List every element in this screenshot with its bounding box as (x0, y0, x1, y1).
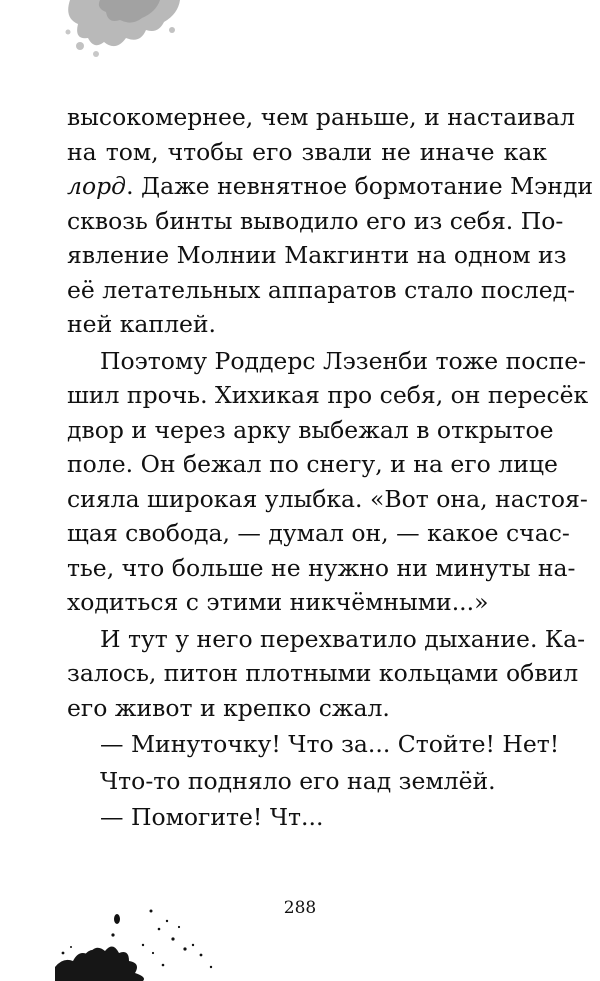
text-line: ней каплей. (67, 310, 217, 338)
ink-splatter-top (60, 0, 190, 60)
text-line: — Помогите! Чт... (100, 803, 324, 831)
text-line: на том, чтобы его звали не иначе как (67, 137, 547, 166)
text-line: залось, питон плотными кольцами обвил (67, 659, 579, 687)
text-line: высокомернее, чем раньше, и настаивал (67, 103, 575, 131)
text-line: Поэтому Роддерс Лэзенби тоже поспе- (100, 346, 587, 375)
text-line: тье, что больше не нужно ни минуты на- (67, 553, 576, 582)
text-line: — Минуточку! Что за... Стойте! Нет! (100, 730, 560, 758)
text-line (67, 169, 594, 204)
text-line: щая свобода, — думал он, — какое счас- (67, 519, 570, 547)
text-line: сквозь бинты выводило его из себя. По- (67, 206, 564, 235)
book-text (67, 100, 594, 835)
page-number: 288 (283, 898, 317, 918)
text-line: поле. Он бежал по снегу, и на его лице (67, 450, 558, 478)
text-line: двор и через арку выбежал в открытое (67, 415, 554, 444)
text-line: шил прочь. Хихикая про себя, он пересёк (67, 381, 589, 409)
text-line-rest: . Даже невнятное бормотание Мэнди (126, 172, 594, 200)
text-line: его живот и крепко сжал. (67, 693, 390, 722)
text-line: И тут у него перехватило дыхание. Ка- (100, 624, 586, 653)
text-line: её летательных аппаратов стало послед- (67, 275, 576, 304)
text-line: ходиться с этими никчёмными...» (67, 588, 489, 616)
ink-splatter-bottom (55, 905, 225, 981)
italic-word: лорд (67, 172, 127, 200)
text-line: явление Молнии Макгинти на одном из (67, 241, 567, 269)
text-line: сияла широкая улыбка. «Вот она, настоя- (67, 484, 588, 513)
text-line: Что-то подняло его над землёй. (100, 766, 496, 795)
